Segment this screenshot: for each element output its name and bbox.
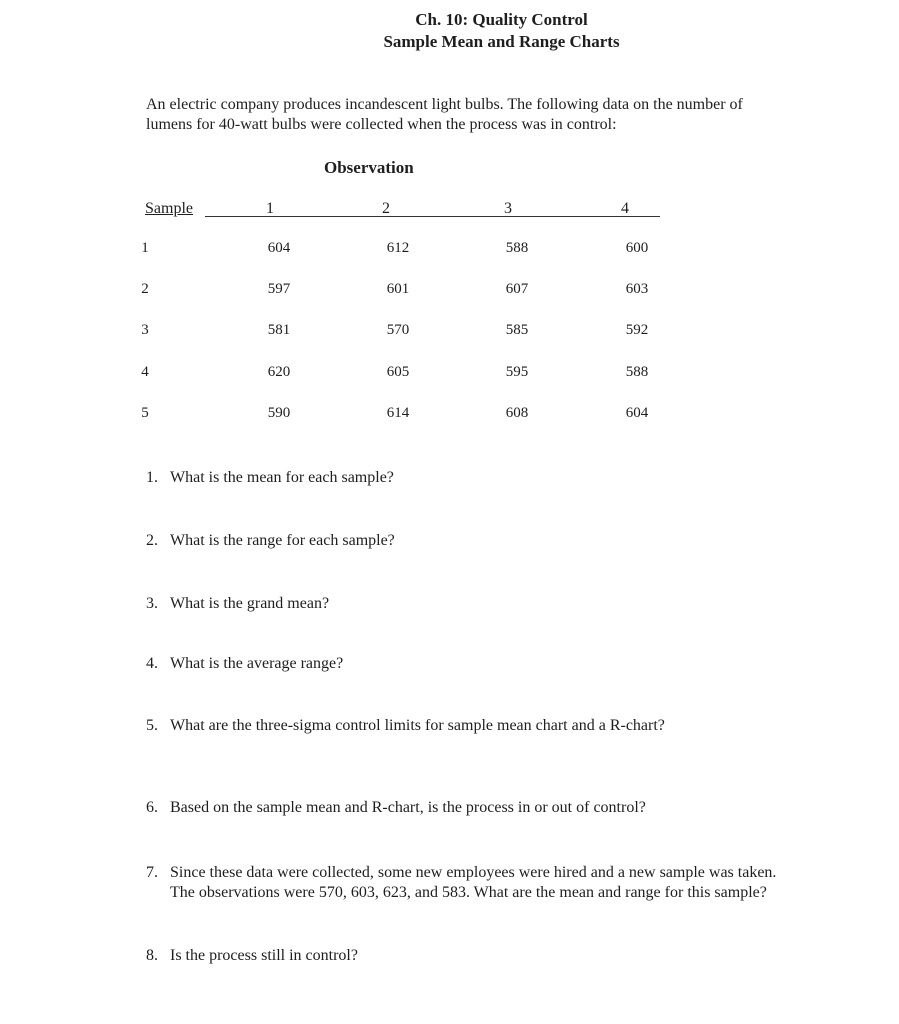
- question-text-continued: The observations were 570, 603, 623, and 583. What are the mean and range for this sample?: [170, 884, 767, 901]
- question-number: 2.: [146, 532, 158, 549]
- sample-number: 4: [141, 364, 149, 380]
- sample-number: 5: [141, 405, 149, 421]
- table-row: [141, 240, 660, 260]
- observation-value: 605: [386, 364, 410, 380]
- question-text: Based on the sample mean and R-chart, is the process in or out of control?: [170, 799, 646, 816]
- observation-value: 608: [505, 405, 529, 421]
- question-text: What is the grand mean?: [170, 595, 330, 612]
- observation-value: 612: [386, 240, 410, 256]
- question-text: Is the process still in control?: [170, 947, 358, 964]
- observation-2-header: 2: [382, 200, 390, 217]
- observation-value: 604: [625, 405, 649, 421]
- observation-value: 601: [386, 281, 410, 297]
- observation-value: 588: [625, 364, 649, 380]
- table-row: [141, 322, 660, 342]
- observation-value: 570: [386, 322, 410, 338]
- observation-value: 592: [625, 322, 649, 338]
- observation-value: 581: [267, 322, 291, 338]
- question-7: [146, 863, 776, 903]
- intro-paragraph: [146, 95, 846, 135]
- question-3: [146, 594, 329, 614]
- document-title: Ch. 10: Quality Control: [415, 10, 588, 29]
- observation-value: 595: [505, 364, 529, 380]
- question-number: 3.: [146, 595, 158, 612]
- question-number: 7.: [146, 864, 158, 881]
- observation-value: 588: [505, 240, 529, 256]
- header-rule: [205, 216, 660, 217]
- question-text: Since these data were collected, some new employees were hired and a new sample was taken.: [170, 864, 777, 881]
- question-text: What is the range for each sample?: [170, 532, 395, 549]
- question-8: [146, 946, 358, 966]
- observation-value: 604: [267, 240, 291, 256]
- observation-value: 597: [267, 281, 291, 297]
- sample-number: 3: [141, 322, 149, 338]
- question-4: [146, 654, 343, 674]
- question-number: 4.: [146, 655, 158, 672]
- question-number: 5.: [146, 717, 158, 734]
- table-row: [141, 281, 660, 301]
- question-number: 6.: [146, 799, 158, 816]
- question-text: What is the mean for each sample?: [170, 469, 394, 486]
- table-header-row: [145, 200, 660, 220]
- observation-value: 607: [505, 281, 529, 297]
- question-number: 1.: [146, 469, 158, 486]
- sample-column-header: Sample: [145, 200, 193, 217]
- question-text: What is the average range?: [170, 655, 344, 672]
- question-text: What are the three-sigma control limits for sample mean chart and a R-chart?: [170, 717, 665, 734]
- observation-value: 600: [625, 240, 649, 256]
- question-6: [146, 798, 646, 818]
- observation-value: 585: [505, 322, 529, 338]
- sample-number: 1: [141, 240, 149, 256]
- observation-value: 614: [386, 405, 410, 421]
- observation-value: 590: [267, 405, 291, 421]
- observation-1-header: 1: [266, 200, 274, 217]
- intro-line: lumens for 40-watt bulbs were collected when the process was in control:: [146, 116, 617, 133]
- question-number: 8.: [146, 947, 158, 964]
- observation-4-header: 4: [621, 200, 629, 217]
- observation-value: 620: [267, 364, 291, 380]
- observation-3-header: 3: [504, 200, 512, 217]
- question-2: [146, 531, 395, 551]
- sample-number: 2: [141, 281, 149, 297]
- observation-value: 603: [625, 281, 649, 297]
- question-5: [146, 716, 665, 736]
- intro-line: An electric company produces incandescent light bulbs. The following data on the number of: [146, 96, 743, 113]
- document-subtitle: Sample Mean and Range Charts: [383, 32, 620, 51]
- table-row: [141, 364, 660, 384]
- table-row: [141, 405, 660, 425]
- question-1: [146, 468, 394, 488]
- observation-heading: Observation: [324, 158, 414, 177]
